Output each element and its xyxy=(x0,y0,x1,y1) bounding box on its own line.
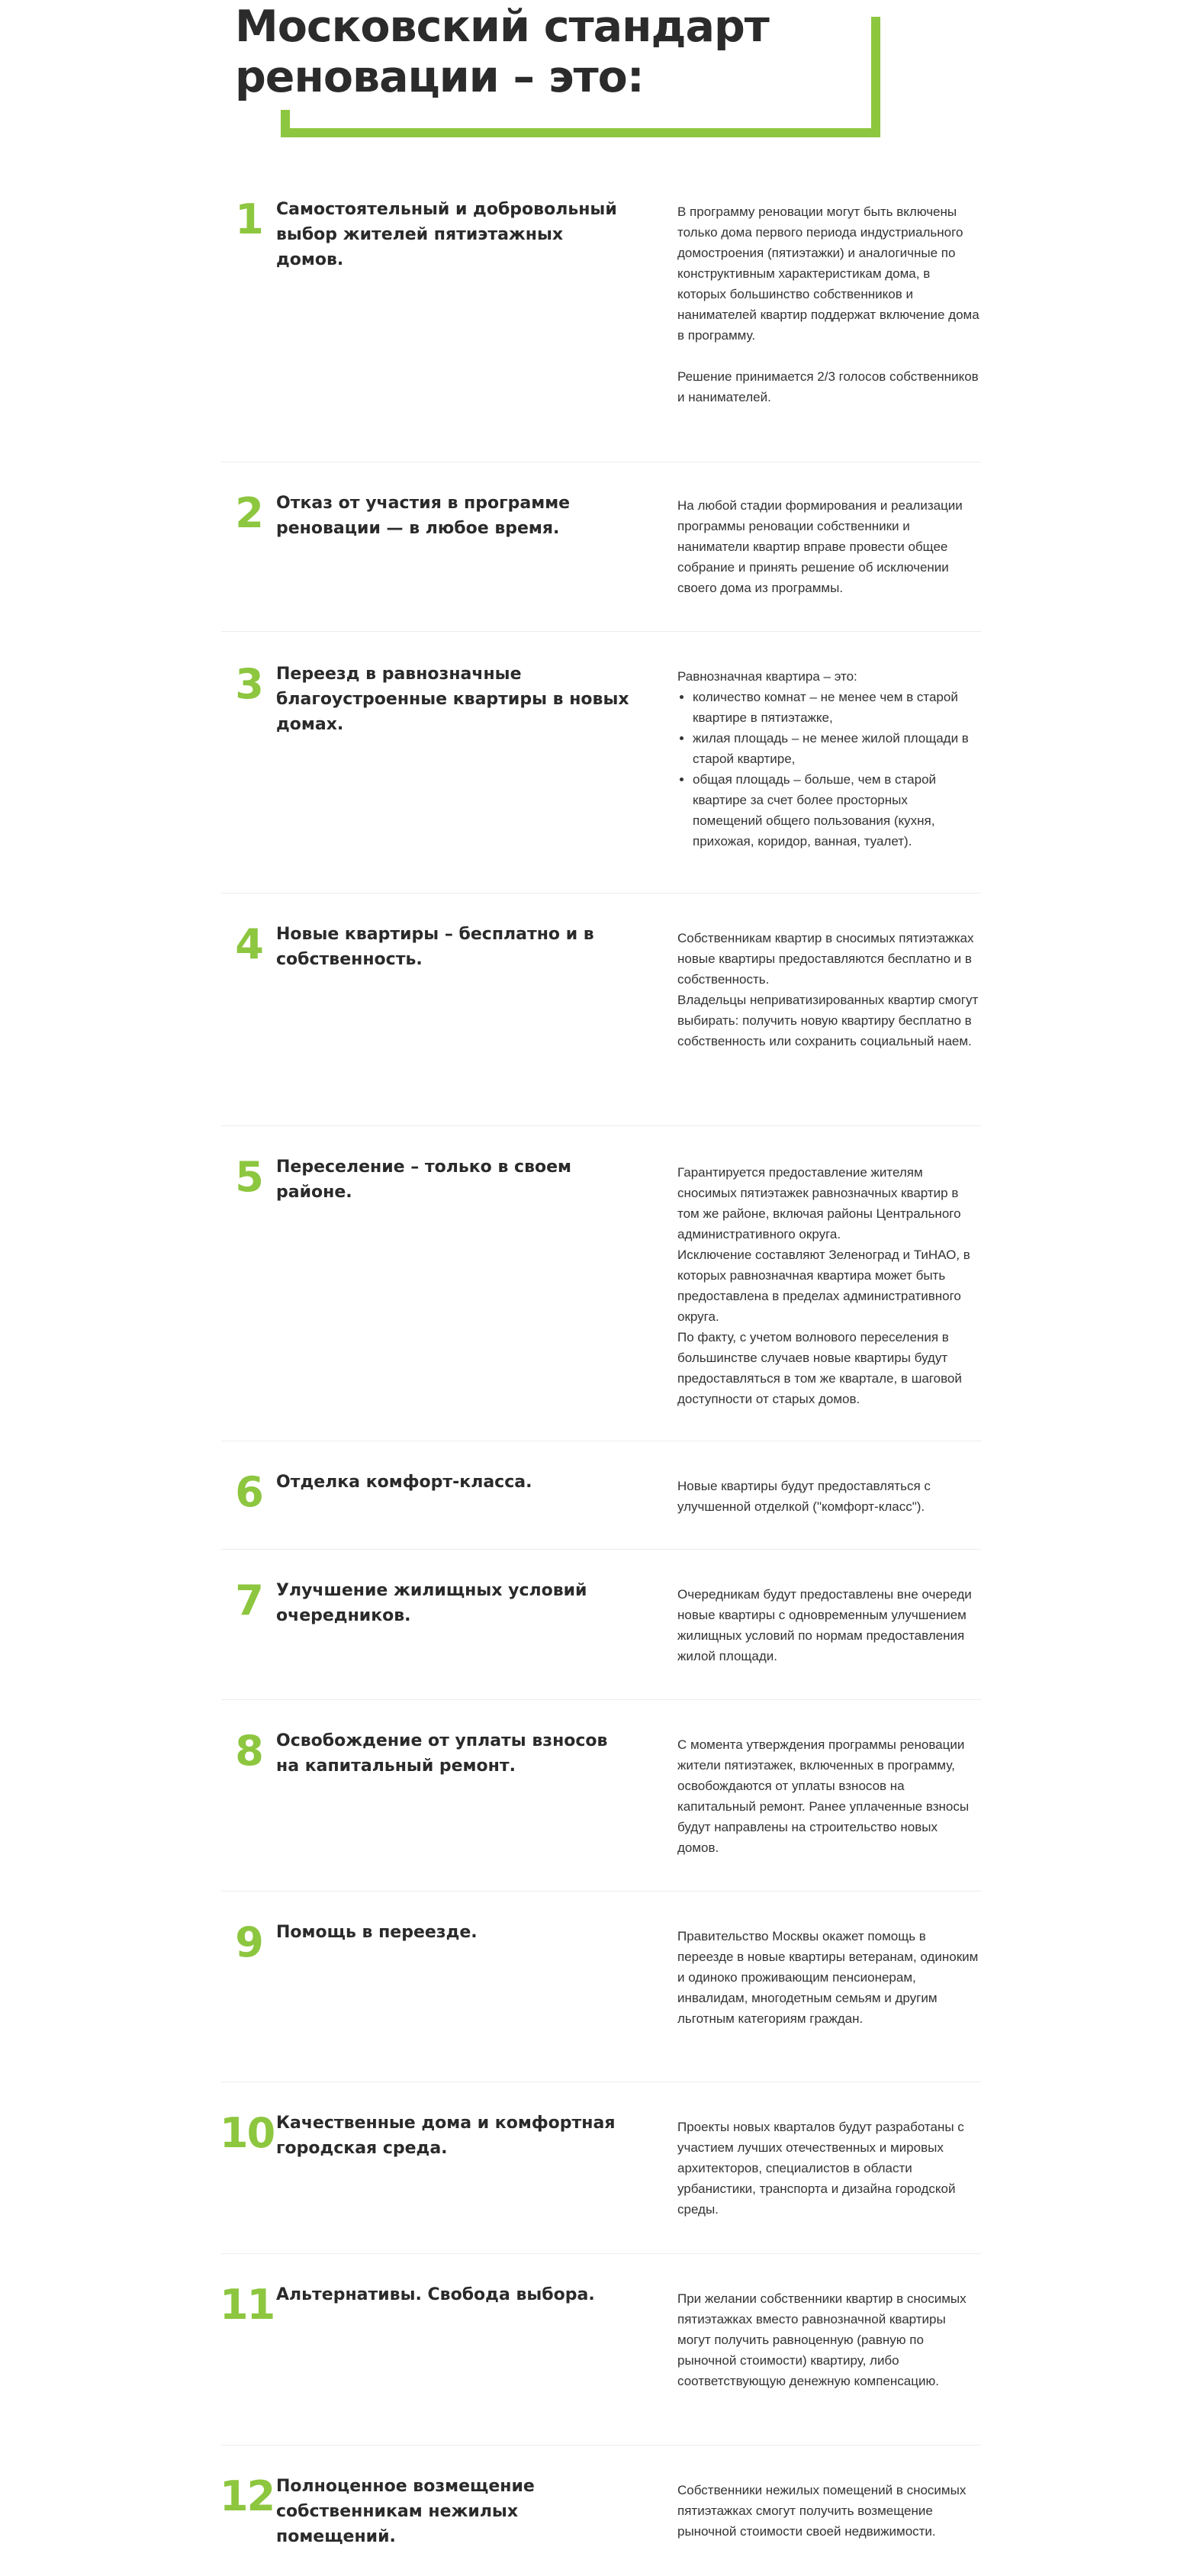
item-description xyxy=(677,1162,981,1409)
item-title: Освобождение от уплаты взносов на капитальный ремонт. xyxy=(276,1731,608,1776)
item-paragraph: Новые квартиры будут предоставляться с улучшенной отделкой ("комфорт-класс"). xyxy=(677,1479,931,1514)
item-separator xyxy=(221,2445,981,2446)
item-title: Полноценное возмещение собственникам нежилых помещений. xyxy=(276,2477,535,2546)
item-paragraph: Гарантируется предоставление жителям сносимых пятиэтажек равнозначных квартир в том же районе, включая районы Центрального административного округа. xyxy=(677,1165,961,1241)
item-separator xyxy=(221,1891,981,1892)
item-paragraph: Правительство Москвы окажет помощь в переезде в новые квартиры ветеранам, одиноким и одиноко проживающим пенсионерам, инвалидам, многодетным семьям и другим льготным категориям граждан. xyxy=(677,1929,979,2026)
item-description xyxy=(677,928,981,1051)
item-paragraph: На любой стадии формирования и реализации программы реновации собственники и наниматели квартир вправе провести общее собрание и принять решение об исключении своего дома из программы. xyxy=(677,498,963,595)
item-description xyxy=(677,201,981,407)
item-separator xyxy=(221,1125,981,1126)
item-number: 12 xyxy=(220,2472,275,2520)
item-number: 4 xyxy=(235,920,262,968)
item-number: 6 xyxy=(235,1468,262,1516)
item-separator xyxy=(221,2253,981,2254)
item-description xyxy=(677,1926,981,2029)
item-paragraph: Владельцы неприватизированных квартир смогут выбирать: получить новую квартиру бесплатно в собственность или сохранить социальный наем. xyxy=(677,993,979,1048)
item-description xyxy=(677,2117,981,2220)
item-bullet: • жилая площадь – не менее жилой площади в старой квартире, xyxy=(693,728,981,769)
item-paragraph: Решение принимается 2/3 голосов собственников и нанимателей. xyxy=(677,369,979,404)
item-title: Самостоятельный и добровольный выбор жителей пятиэтажных домов. xyxy=(276,200,617,269)
item-paragraph: С момента утверждения программы реновации жители пятиэтажек, включенных в программу, освобождаются от уплаты взносов на капитальный ремонт. Ранее уплаченные взносы будут направлены на строительство новых домов. xyxy=(677,1737,970,1855)
item-separator xyxy=(221,893,981,894)
item-separator xyxy=(221,1549,981,1550)
item-title: Переселение – только в своем районе. xyxy=(276,1158,572,1202)
item-intro: Равнозначная квартира – это: xyxy=(677,669,857,684)
item-number: 7 xyxy=(235,1576,262,1624)
item-paragraph: Собственники нежилых помещений в сносимых пятиэтажках смогут получить возмещение рыночной стоимости своей недвижимости. xyxy=(677,2483,967,2539)
item-paragraph: Очередникам будут предоставлены вне очереди новые квартиры с одновременным улучшением жилищных условий по нормам предоставления жилой площади. xyxy=(677,1587,972,1663)
item-description xyxy=(677,1584,981,1666)
item-bullet-list xyxy=(677,687,981,852)
item-number: 9 xyxy=(235,1918,262,1966)
item-paragraph: В программу реновации могут быть включены только дома первого периода индустриального домостроения (пятиэтажки) и аналогичные по конструктивным характеристикам дома, в которых большинство собственников и нанимателей квартир поддержат включение дома в программу. xyxy=(677,204,979,343)
item-number: 2 xyxy=(235,489,262,537)
item-description xyxy=(677,1734,981,1858)
item-title: Альтернативы. Свобода выбора. xyxy=(276,2285,595,2304)
item-paragraph: Собственникам квартир в сносимых пятиэтажках новые квартиры предоставляются бесплатно и в собственность. xyxy=(677,931,974,987)
item-title: Качественные дома и комфортная городская среда. xyxy=(276,2114,616,2158)
hero-section xyxy=(221,0,981,179)
item-number: 8 xyxy=(235,1727,262,1775)
item-title: Переезд в равнозначные благоустроенные квартиры в новых домах. xyxy=(276,665,629,734)
item-separator xyxy=(221,1699,981,1700)
item-title: Улучшение жилищных условий очередников. xyxy=(276,1581,587,1625)
item-title: Новые квартиры – бесплатно и в собственность. xyxy=(276,925,594,969)
item-description xyxy=(677,666,981,852)
item-separator xyxy=(221,631,981,632)
item-description xyxy=(677,2480,981,2542)
page-title-line-1: Московский стандарт xyxy=(235,2,778,52)
item-bullet: • количество комнат – не менее чем в старой квартире в пятиэтажке, xyxy=(693,687,981,728)
item-description xyxy=(677,1476,981,1517)
item-paragraph: Исключение составляют Зеленоград и ТиНАО, в которых равнозначная квартира может быть предоставлена в пределах административного округа. xyxy=(677,1248,970,1324)
item-number: 1 xyxy=(235,195,262,243)
item-description xyxy=(677,495,981,598)
page-title xyxy=(235,2,778,102)
renovation-standard-page xyxy=(220,0,981,2546)
item-title: Отделка комфорт-класса. xyxy=(276,1473,532,1492)
item-number: 10 xyxy=(220,2109,275,2157)
item-bullet: • общая площадь – больше, чем в старой квартире за счет более просторных помещений общего пользования (кухня, прихожая, коридор, ванная, туалет). xyxy=(693,769,981,852)
item-title: Отказ от участия в программе реновации — в любое время. xyxy=(276,494,571,538)
item-number: 3 xyxy=(235,660,262,708)
item-paragraph: По факту, с учетом волнового переселения в большинстве случаев новые квартиры будут предоставляться в том же квартале, в шаговой доступности от старых домов. xyxy=(677,1330,962,1406)
item-paragraph: При желании собственники квартир в сносимых пятиэтажках вместо равнозначной квартиры могут получить равноценную (равную по рыночной стоимости) квартиру, либо соответствующую денежную компенсацию. xyxy=(677,2291,967,2388)
page-title-line-2: реновации – это: xyxy=(235,52,653,102)
item-number: 11 xyxy=(220,2281,275,2329)
item-description xyxy=(677,2288,981,2391)
item-paragraph: Проекты новых кварталов будут разработаны с участием лучших отечественных и мировых архитекторов, специалистов в области урбанистики, транспорта и дизайна городской среды. xyxy=(677,2120,964,2217)
item-title: Помощь в переезде. xyxy=(276,1923,478,1942)
item-number: 5 xyxy=(235,1153,262,1201)
